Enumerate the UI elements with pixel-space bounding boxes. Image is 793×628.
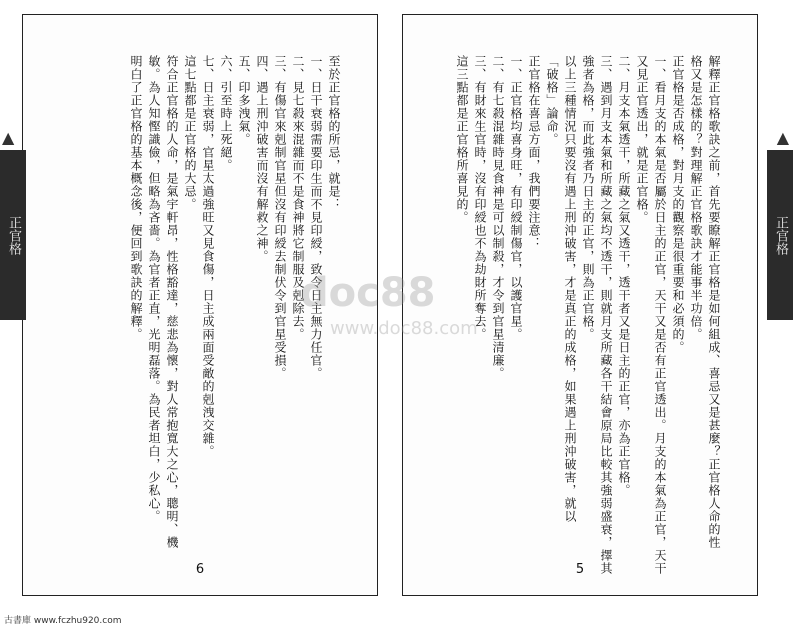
text-column: 解釋正官格歌訣之前，首先要瞭解正官格是如何組成、喜忌又是甚麼？正官格人命的性 xyxy=(707,55,721,549)
text-column: 至於正官格的所忌，就是： xyxy=(327,55,341,211)
text-column: 五、印多洩氣。 xyxy=(237,55,251,146)
text-column: 三、遇到月支本氣和所藏之氣均不透干，則就月支所藏各干結會原局比較其強弱盛衰，擇其 xyxy=(599,55,613,575)
text-column: 格又是怎樣的？對理解正官格歌訣才能事半功倍。 xyxy=(689,55,703,341)
text-column: 七、日主衰弱，官星太過強旺又見食傷，日主成兩面受敵的剋洩交雜。 xyxy=(201,55,215,458)
text-column: 「破格」論命。 xyxy=(545,55,559,146)
side-tab-left: 正官格 xyxy=(0,150,26,320)
text-column: 一、日干衰弱需要印生而不見印綬，致令日主無力任官。 xyxy=(309,55,323,380)
watermark-url: www.doc88.com xyxy=(330,318,478,339)
text-column: 明白了正官格的基本概念後，便回到歌訣的解釋。 xyxy=(129,55,143,341)
side-tab-right: 正官格 xyxy=(767,150,793,320)
text-column: 正官格在喜忌方面，我們要注意： xyxy=(527,55,541,250)
text-column: 一、正官格均喜身旺，有印綬制傷官，以護官星。 xyxy=(509,55,523,341)
right-page xyxy=(402,14,758,596)
text-column: 符合正官格的人命，是氣宇軒昂，性格豁達，慈悲為懷，對人常抱寬大之心，聰明、機 xyxy=(165,55,179,549)
text-column: 三、有傷官來剋制官星但沒有印綬去制伏令到官星受損。 xyxy=(273,55,287,380)
footer-link[interactable]: 古書庫 www.fczhu920.com xyxy=(4,616,122,626)
text-column: 又見正官透出，就是正官格。 xyxy=(635,55,649,224)
tree-icon-left: ▲ xyxy=(2,128,15,147)
tree-icon-right: ▲ xyxy=(776,128,789,147)
text-column: 二、月支本氣透干，所藏之氣又透干，透干者又是日主的正官，亦為正官格。 xyxy=(617,55,631,497)
text-column: 敏。為人知慳識儉，但略為吝嗇。為官者正直，光明磊落。為民者坦白，少私心。 xyxy=(147,55,161,523)
text-column: 強者為格，而此強者乃日主的正官，則為正官格。 xyxy=(581,55,595,341)
text-column: 一、看月支的本氣是否屬於日主的正官，天干又是否有正官透出。月支的本氣為正官，天干 xyxy=(653,55,667,575)
watermark: doc88 xyxy=(300,270,436,316)
right-page-number: 5 xyxy=(575,562,585,577)
text-column: 三、有財來生官時，沒有印綬也不為劫財所奪去。 xyxy=(473,55,487,341)
text-column: 二、見七殺來混雜而不是食神將它制服及剋除去。 xyxy=(291,55,305,341)
right-page-text xyxy=(453,55,723,575)
text-column: 六、引至時上死絕。 xyxy=(219,55,233,172)
text-column: 以上三種情況只要沒有遇上刑沖破害，才是真正的成格，如果遇上刑沖破害，就以 xyxy=(563,55,577,523)
text-column: 正官格是否成格，對月支的觀察是很重要和必須的。 xyxy=(671,55,685,354)
text-column: 四、遇上刑沖破害而沒有解救之神。 xyxy=(255,55,269,263)
text-column: 這七點都是正官格的大忌。 xyxy=(183,55,197,211)
left-page-number: 6 xyxy=(195,562,205,577)
text-column: 二、有七殺混雜時見食神是可以制殺，才令到官星清廉。 xyxy=(491,55,505,380)
text-column: 這三點都是正官格所喜見的。 xyxy=(455,55,469,224)
